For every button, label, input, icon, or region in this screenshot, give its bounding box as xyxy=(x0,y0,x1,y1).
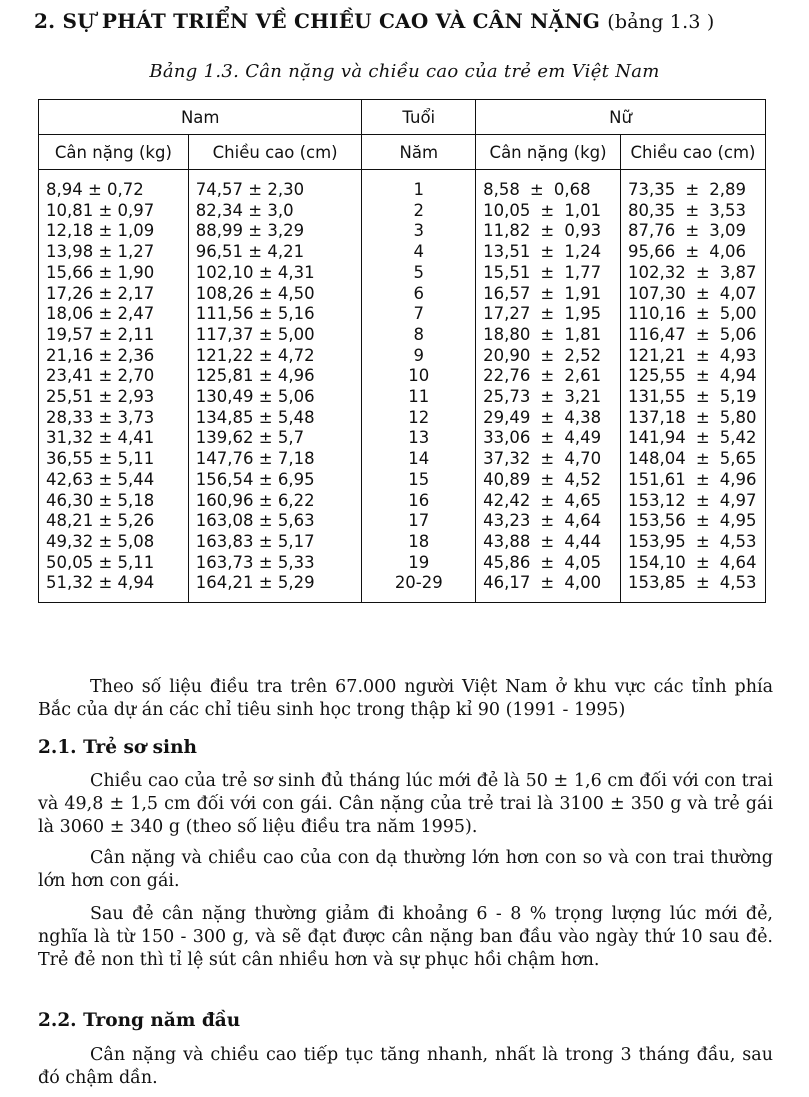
female-height-cell xyxy=(628,449,758,470)
plus-minus-sign: ± xyxy=(695,407,710,427)
plus-minus-sign: ± xyxy=(540,573,555,593)
age-cell: 11 xyxy=(408,387,430,407)
male-height-cell: 88,99 ± 3,29 xyxy=(195,221,305,241)
age-cell: 17 xyxy=(408,511,430,531)
female-weight-sd: 1,24 xyxy=(564,242,602,262)
female-weight-mean: 20,90 xyxy=(483,345,531,365)
plus-minus-sign: ± xyxy=(540,490,555,510)
female-weight-mean: 37,32 xyxy=(483,449,531,469)
female-height-cell xyxy=(628,201,758,222)
section-22-paragraph-1: Cân nặng và chiều cao tiếp tục tăng nhanh, nhất là trong 3 tháng đầu, sau đó chậm dần. xyxy=(38,1045,773,1088)
female-weight-mean: 33,06 xyxy=(483,428,531,448)
plus-minus-sign: ± xyxy=(695,262,710,282)
male-weight-cell: 15,66 ± 1,90 xyxy=(46,262,155,282)
female-height-mean: 137,18 xyxy=(628,407,686,427)
male-height-cell: 125,81 ± 4,96 xyxy=(195,366,315,386)
plus-minus-sign: ± xyxy=(685,221,700,241)
female-height-sd: 4,93 xyxy=(719,345,757,365)
age-cell: 4 xyxy=(413,242,425,262)
age-cell: 3 xyxy=(413,221,425,241)
plus-minus-sign: ± xyxy=(540,366,555,386)
plus-minus-sign: ± xyxy=(695,428,710,448)
male-height-cell: 163,73 ± 5,33 xyxy=(195,552,315,572)
female-weight-sd: 1,01 xyxy=(564,200,602,220)
male-weight-cell: 25,51 ± 2,93 xyxy=(46,387,155,407)
female-weight-cell xyxy=(483,242,613,263)
age-cell: 7 xyxy=(413,304,425,324)
female-weight-sd: 1,81 xyxy=(564,324,602,344)
female-height-cell xyxy=(628,428,758,449)
age-cell: 15 xyxy=(408,469,430,489)
female-height-cell xyxy=(628,573,758,594)
male-height-cell: 147,76 ± 7,18 xyxy=(195,449,315,469)
male-weight-cell: 19,57 ± 2,11 xyxy=(46,324,155,344)
female-weight-cell xyxy=(483,263,613,284)
female-height-cell xyxy=(628,491,758,512)
female-weight-sd: 4,52 xyxy=(564,469,602,489)
age-cell: 13 xyxy=(408,428,430,448)
female-height-sd: 5,80 xyxy=(719,407,757,427)
female-height-cell xyxy=(628,304,758,325)
intro-paragraph: Theo số liệu điều tra trên 67.000 người Việt Nam ở khu vực các tỉnh phía Bắc của dự án các chỉ tiêu sinh học trong thập kỉ 90 (1991 - 1995) xyxy=(38,677,773,720)
section-heading-main: 2. SỰ PHÁT TRIỂN VỀ CHIỀU CAO VÀ CÂN NẶNG xyxy=(34,9,601,33)
male-weight-cell: 49,32 ± 5,08 xyxy=(46,531,155,551)
female-weight-cell xyxy=(483,201,613,222)
female-height-sd: 4,97 xyxy=(719,490,757,510)
plus-minus-sign: ± xyxy=(540,552,555,572)
female-height-mean: 154,10 xyxy=(628,552,686,572)
male-weight-cell: 48,21 ± 5,26 xyxy=(46,511,155,531)
female-weight-mean: 45,86 xyxy=(483,552,531,572)
plus-minus-sign: ± xyxy=(540,262,555,282)
plus-minus-sign: ± xyxy=(540,242,555,262)
plus-minus-sign: ± xyxy=(695,573,710,593)
female-height-cell xyxy=(628,408,758,429)
female-height-sd: 5,00 xyxy=(719,304,757,324)
section-heading-ref: (bảng 1.3 ) xyxy=(607,11,715,33)
male-height-cell: 82,34 ± 3,0 xyxy=(195,200,294,220)
female-weight-sd: 4,70 xyxy=(564,449,602,469)
female-height-sd: 4,95 xyxy=(719,511,757,531)
female-height-mean: 125,55 xyxy=(628,366,686,386)
male-height-cell: 121,22 ± 4,72 xyxy=(195,345,315,365)
male-weight-cell: 17,26 ± 2,17 xyxy=(46,283,155,303)
female-weight-cell xyxy=(483,221,613,242)
female-weight-sd: 4,64 xyxy=(564,511,602,531)
female-height-sd: 4,06 xyxy=(709,242,746,262)
female-height-mean: 87,76 xyxy=(628,221,676,241)
age-cell: 8 xyxy=(413,324,425,344)
plus-minus-sign: ± xyxy=(695,304,710,324)
female-height-sd: 3,09 xyxy=(709,221,746,241)
female-weight-cell xyxy=(483,387,613,408)
plus-minus-sign: ± xyxy=(695,490,710,510)
female-weight-sd: 0,68 xyxy=(553,180,591,199)
female-height-sd: 4,94 xyxy=(719,366,757,386)
female-weight-cell xyxy=(483,180,613,201)
female-height-sd: 2,89 xyxy=(709,180,746,199)
female-weight-sd: 4,65 xyxy=(564,490,602,510)
plus-minus-sign: ± xyxy=(695,511,710,531)
female-weight-sd: 4,49 xyxy=(564,428,602,448)
plus-minus-sign: ± xyxy=(540,304,555,324)
section-21-paragraph-2: Cân nặng và chiều cao của con dạ thường lớn hơn con so và con trai thường lớn hơn con gái. xyxy=(38,848,773,891)
plus-minus-sign: ± xyxy=(695,552,710,572)
age-column xyxy=(362,170,476,603)
female-weight-cell xyxy=(483,491,613,512)
female-height-sd: 5,42 xyxy=(719,428,757,448)
female-height-mean: 141,94 xyxy=(628,428,686,448)
plus-minus-sign: ± xyxy=(540,469,555,489)
female-weight-mean: 29,49 xyxy=(483,407,531,427)
female-height-mean: 153,85 xyxy=(628,573,686,593)
female-height-mean: 116,47 xyxy=(628,324,686,344)
growth-table xyxy=(38,99,766,603)
male-height-cell: 164,21 ± 5,29 xyxy=(195,573,315,593)
section-22-title: 2.2. Trong năm đầu xyxy=(38,1010,241,1031)
female-weight-sd: 4,05 xyxy=(564,552,602,572)
section-21-title: 2.1. Trẻ sơ sinh xyxy=(38,737,197,758)
female-weight-cell xyxy=(483,304,613,325)
female-weight-mean: 8,58 xyxy=(483,180,520,199)
male-weight-cell: 18,06 ± 2,47 xyxy=(46,304,155,324)
female-weight-sd: 4,44 xyxy=(564,531,602,551)
female-height-sd: 4,53 xyxy=(719,573,757,593)
female-weight-column xyxy=(476,170,621,603)
female-weight-cell xyxy=(483,511,613,532)
plus-minus-sign: ± xyxy=(540,428,555,448)
female-weight-mean: 22,76 xyxy=(483,366,531,386)
female-weight-cell xyxy=(483,449,613,470)
plus-minus-sign: ± xyxy=(685,242,700,262)
female-height-cell xyxy=(628,325,758,346)
male-weight-cell: 21,16 ± 2,36 xyxy=(46,345,155,365)
female-weight-mean: 40,89 xyxy=(483,469,531,489)
male-height-cell: 102,10 ± 4,31 xyxy=(195,262,315,282)
male-weight-cell: 36,55 ± 5,11 xyxy=(46,449,155,469)
header-male-height: Chiều cao (cm) xyxy=(188,135,362,170)
section-heading xyxy=(34,9,714,33)
male-weight-cell: 50,05 ± 5,11 xyxy=(46,552,155,572)
male-height-cell: 163,83 ± 5,17 xyxy=(195,531,315,551)
header-male: Nam xyxy=(39,100,362,135)
female-weight-sd: 2,52 xyxy=(564,345,602,365)
female-weight-cell xyxy=(483,408,613,429)
female-height-sd: 5,19 xyxy=(719,387,757,407)
female-height-mean: 153,95 xyxy=(628,531,686,551)
female-height-mean: 110,16 xyxy=(628,304,686,324)
age-cell: 9 xyxy=(413,345,425,365)
plus-minus-sign: ± xyxy=(695,449,710,469)
male-height-cell: 96,51 ± 4,21 xyxy=(195,242,305,262)
female-weight-sd: 1,95 xyxy=(564,304,602,324)
plus-minus-sign: ± xyxy=(540,511,555,531)
female-height-cell xyxy=(628,366,758,387)
age-cell: 16 xyxy=(408,490,430,510)
female-height-cell xyxy=(628,470,758,491)
plus-minus-sign: ± xyxy=(695,324,710,344)
female-height-mean: 153,56 xyxy=(628,511,686,531)
female-height-mean: 80,35 xyxy=(628,200,676,220)
female-weight-mean: 11,82 xyxy=(483,221,531,241)
female-weight-mean: 15,51 xyxy=(483,262,531,282)
age-cell: 18 xyxy=(408,531,430,551)
female-height-mean: 153,12 xyxy=(628,490,686,510)
plus-minus-sign: ± xyxy=(695,366,710,386)
plus-minus-sign: ± xyxy=(540,221,555,241)
age-cell: 12 xyxy=(408,407,430,427)
female-height-cell xyxy=(628,387,758,408)
female-height-cell xyxy=(628,221,758,242)
male-weight-cell: 13,98 ± 1,27 xyxy=(46,242,155,262)
male-height-cell: 117,37 ± 5,00 xyxy=(195,324,315,344)
plus-minus-sign: ± xyxy=(695,531,710,551)
female-weight-cell xyxy=(483,325,613,346)
female-weight-sd: 4,00 xyxy=(564,573,602,593)
female-height-cell xyxy=(628,532,758,553)
table-caption: Bảng 1.3. Cân nặng và chiều cao của trẻ em Việt Nam xyxy=(149,61,660,82)
female-height-mean: 95,66 xyxy=(628,242,676,262)
male-height-cell: 163,08 ± 5,63 xyxy=(195,511,315,531)
female-height-sd: 3,87 xyxy=(719,262,757,282)
male-height-cell: 134,85 ± 5,48 xyxy=(195,407,315,427)
female-height-sd: 4,07 xyxy=(719,283,757,303)
age-cell: 10 xyxy=(408,366,430,386)
age-cell: 5 xyxy=(413,262,425,282)
age-cell: 2 xyxy=(413,200,425,220)
female-weight-cell xyxy=(483,366,613,387)
section-21-paragraph-1: Chiều cao của trẻ sơ sinh đủ tháng lúc mới đẻ là 50 ± 1,6 cm đối với con trai và 49,8 ± 1,5 cm đối với con gái. Cân nặng của trẻ trai là 3100 ± 350 g và trẻ gái là 3060 ± 340 g (theo số liệu điều tra năm 1995). xyxy=(38,771,773,837)
male-weight-column xyxy=(39,170,189,603)
female-height-cell xyxy=(628,284,758,305)
female-weight-sd: 2,61 xyxy=(564,366,602,386)
male-height-cell: 74,57 ± 2,30 xyxy=(195,180,305,199)
plus-minus-sign: ± xyxy=(529,180,544,199)
plus-minus-sign: ± xyxy=(540,449,555,469)
female-weight-cell xyxy=(483,284,613,305)
header-male-weight: Cân nặng (kg) xyxy=(39,135,189,170)
plus-minus-sign: ± xyxy=(540,345,555,365)
female-weight-sd: 1,77 xyxy=(564,262,602,282)
female-height-mean: 151,61 xyxy=(628,469,686,489)
female-weight-cell xyxy=(483,346,613,367)
female-height-cell xyxy=(628,263,758,284)
female-height-column xyxy=(621,170,766,603)
age-cell: 19 xyxy=(408,552,430,572)
female-height-cell xyxy=(628,242,758,263)
female-height-mean: 102,32 xyxy=(628,262,686,282)
female-height-cell xyxy=(628,553,758,574)
age-cell: 1 xyxy=(413,180,425,199)
male-weight-cell: 42,63 ± 5,44 xyxy=(46,469,155,489)
header-age: Tuổi xyxy=(362,100,476,135)
female-weight-mean: 43,88 xyxy=(483,531,531,551)
plus-minus-sign: ± xyxy=(695,387,710,407)
female-height-mean: 148,04 xyxy=(628,449,686,469)
female-height-sd: 4,53 xyxy=(719,531,757,551)
male-height-column xyxy=(188,170,362,603)
age-cell: 20-29 xyxy=(394,573,443,593)
plus-minus-sign: ± xyxy=(540,531,555,551)
male-height-cell: 130,49 ± 5,06 xyxy=(195,387,315,407)
header-year: Năm xyxy=(362,135,476,170)
header-female: Nữ xyxy=(476,100,766,135)
female-weight-sd: 3,21 xyxy=(564,387,602,407)
female-weight-mean: 18,80 xyxy=(483,324,531,344)
female-weight-mean: 42,42 xyxy=(483,490,531,510)
male-weight-cell: 46,30 ± 5,18 xyxy=(46,490,155,510)
male-height-cell: 111,56 ± 5,16 xyxy=(195,304,315,324)
age-cell: 6 xyxy=(413,283,425,303)
age-cell: 14 xyxy=(408,449,430,469)
plus-minus-sign: ± xyxy=(695,345,710,365)
female-height-sd: 3,53 xyxy=(709,200,746,220)
male-height-cell: 108,26 ± 4,50 xyxy=(195,283,315,303)
male-height-cell: 160,96 ± 6,22 xyxy=(195,490,315,510)
header-female-weight: Cân nặng (kg) xyxy=(476,135,621,170)
male-weight-cell: 12,18 ± 1,09 xyxy=(46,221,155,241)
section-21-paragraph-3: Sau đẻ cân nặng thường giảm đi khoảng 6 - 8 % trọng lượng lúc mới đẻ, nghĩa là từ 150 - 300 g, và sẽ đạt được cân nặng ban đầu vào ngày thứ 10 sau đẻ. Trẻ đẻ non thì tỉ lệ sút cân nhiều hơn và sự phục hồi chậm hơn. xyxy=(38,904,773,970)
female-height-cell xyxy=(628,346,758,367)
plus-minus-sign: ± xyxy=(540,324,555,344)
female-weight-cell xyxy=(483,553,613,574)
female-weight-mean: 16,57 xyxy=(483,283,531,303)
female-height-sd: 4,64 xyxy=(719,552,757,572)
plus-minus-sign: ± xyxy=(695,469,710,489)
female-weight-mean: 46,17 xyxy=(483,573,531,593)
male-weight-cell: 23,41 ± 2,70 xyxy=(46,366,155,386)
male-weight-cell: 10,81 ± 0,97 xyxy=(46,200,155,220)
plus-minus-sign: ± xyxy=(540,407,555,427)
female-weight-mean: 25,73 xyxy=(483,387,531,407)
male-weight-cell: 31,32 ± 4,41 xyxy=(46,428,155,448)
female-weight-mean: 43,23 xyxy=(483,511,531,531)
female-height-cell xyxy=(628,511,758,532)
header-female-height: Chiều cao (cm) xyxy=(621,135,766,170)
female-height-mean: 73,35 xyxy=(628,180,676,199)
plus-minus-sign: ± xyxy=(685,200,700,220)
female-height-cell xyxy=(628,180,758,201)
male-weight-cell: 8,94 ± 0,72 xyxy=(46,180,144,199)
female-weight-sd: 4,38 xyxy=(564,407,602,427)
female-weight-mean: 13,51 xyxy=(483,242,531,262)
male-height-cell: 139,62 ± 5,7 xyxy=(195,428,305,448)
female-weight-cell xyxy=(483,573,613,594)
male-weight-cell: 51,32 ± 4,94 xyxy=(46,573,155,593)
plus-minus-sign: ± xyxy=(685,180,700,199)
female-weight-mean: 10,05 xyxy=(483,200,531,220)
female-height-sd: 4,96 xyxy=(719,469,757,489)
female-weight-cell xyxy=(483,470,613,491)
female-height-mean: 121,21 xyxy=(628,345,686,365)
female-weight-sd: 1,91 xyxy=(564,283,602,303)
male-height-cell: 156,54 ± 6,95 xyxy=(195,469,315,489)
female-height-mean: 107,30 xyxy=(628,283,686,303)
plus-minus-sign: ± xyxy=(695,283,710,303)
plus-minus-sign: ± xyxy=(540,283,555,303)
plus-minus-sign: ± xyxy=(540,387,555,407)
female-weight-sd: 0,93 xyxy=(564,221,602,241)
plus-minus-sign: ± xyxy=(540,200,555,220)
female-weight-cell xyxy=(483,428,613,449)
male-weight-cell: 28,33 ± 3,73 xyxy=(46,407,155,427)
female-weight-mean: 17,27 xyxy=(483,304,531,324)
female-weight-cell xyxy=(483,532,613,553)
female-height-mean: 131,55 xyxy=(628,387,686,407)
female-height-sd: 5,06 xyxy=(719,324,757,344)
female-height-sd: 5,65 xyxy=(719,449,757,469)
